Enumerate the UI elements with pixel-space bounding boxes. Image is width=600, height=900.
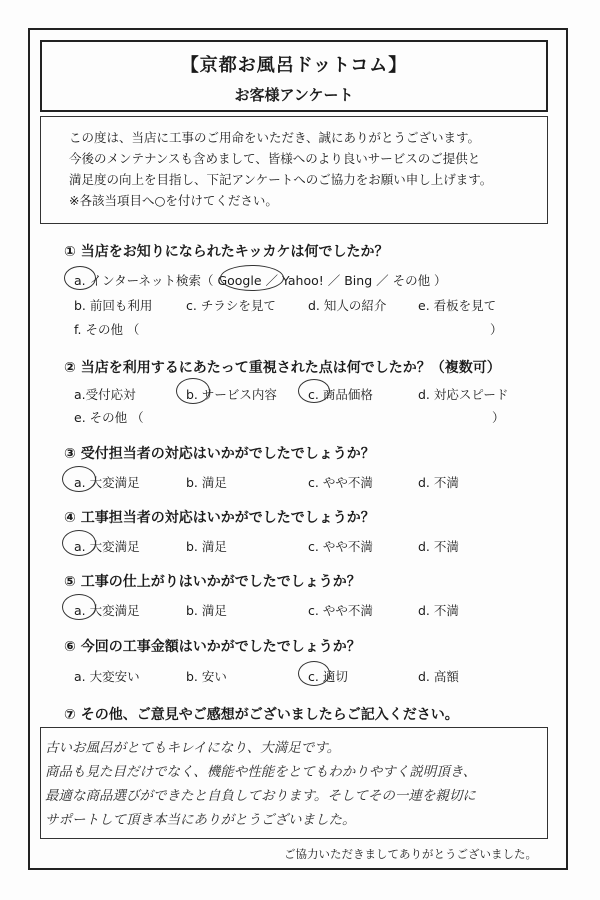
intro-line: 今後のメンテナンスも含めまして、皆様へのより良いサービスのご提供と — [69, 151, 481, 166]
question-5: ⑤ 工事の仕上がりはいかがでしたでしょうか？ — [64, 574, 361, 590]
handwritten-comment-line: 最適な商品選びができたと自負しております。そしてその一連を親切に — [45, 788, 476, 804]
q3-option-b[interactable]: b. 満足 — [186, 475, 227, 490]
q1-option-e[interactable]: e. 看板を見て — [418, 298, 497, 313]
q1-option-d[interactable]: d. 知人の紹介 — [308, 298, 387, 313]
q4-option-d[interactable]: d. 不満 — [418, 539, 459, 554]
q6-option-a[interactable]: a. 大変安い — [74, 669, 140, 684]
handwritten-comment-line: 商品も見た目だけでなく、機能や性能をとてもわかりやすく説明頂き、 — [45, 764, 477, 780]
q6-c-hand-circle — [298, 661, 330, 686]
q2-option-e[interactable]: e. その他 （ — [74, 410, 144, 425]
q1-option-a[interactable]: a. インターネット検索（ Google ／ Yahoo! ／ Bing ／ その他 ） — [74, 273, 447, 288]
page-title: 【京都お風呂ドットコム】 — [180, 55, 408, 76]
q6-option-b[interactable]: b. 安い — [186, 669, 227, 684]
q5-option-b[interactable]: b. 満足 — [186, 603, 227, 618]
question-1: ① 当店をお知りになられたキッカケは何でしたか？ — [64, 244, 389, 260]
intro-line: 満足度の向上を目指し、下記アンケートへのご協力をお願い申し上げます。 — [69, 172, 493, 187]
handwritten-comment-line: サポートして頂き本当にありがとうございました。 — [45, 812, 356, 828]
handwritten-comment-line: 古いお風呂がとてもキレイになり、大満足です。 — [45, 740, 341, 756]
q1-option-b[interactable]: b. 前回も利用 — [74, 298, 153, 313]
q1-google-hand-circle — [220, 265, 284, 291]
q1-option-f[interactable]: f. その他 （ — [74, 322, 140, 337]
q1-option-f-close: ） — [490, 322, 503, 337]
q4-option-b[interactable]: b. 満足 — [186, 539, 227, 554]
q2-option-e-close: ） — [492, 410, 505, 425]
question-2: ② 当店を利用するにあたって重視された点は何でしたか？（複数可） — [64, 360, 501, 376]
q3-option-c[interactable]: c. やや不満 — [308, 475, 373, 490]
q3-a-hand-circle — [62, 466, 96, 492]
q3-option-a[interactable]: a. 大変満足 — [74, 475, 140, 490]
q1-option-c[interactable]: c. チラシを見て — [186, 298, 276, 313]
q2-c-hand-circle — [298, 379, 330, 403]
q4-a-hand-circle — [62, 530, 96, 556]
comment-box[interactable] — [40, 727, 548, 839]
page-subtitle: お客様アンケート — [234, 86, 354, 104]
question-6: ⑥ 今回の工事金額はいかがでしたでしょうか？ — [64, 639, 361, 655]
q2-option-c[interactable]: c. 商品価格 — [308, 387, 373, 402]
q5-option-d[interactable]: d. 不満 — [418, 603, 459, 618]
question-4: ④ 工事担当者の対応はいかがでしたでしょうか？ — [64, 510, 375, 526]
question-3: ③ 受付担当者の対応はいかがでしたでしょうか？ — [64, 446, 375, 462]
title-box — [40, 40, 548, 112]
intro-line: この度は、当店に工事のご用命をいただき、誠にありがとうございます。 — [69, 130, 481, 145]
q2-option-b[interactable]: b. サービス内容 — [186, 387, 277, 402]
q5-option-c[interactable]: c. やや不満 — [308, 603, 373, 618]
q4-option-a[interactable]: a. 大変満足 — [74, 539, 140, 554]
q6-option-d[interactable]: d. 高額 — [418, 669, 459, 684]
q6-option-c[interactable]: c. 適切 — [308, 669, 348, 684]
question-7: ⑦ その他、ご意見やご感想がございましたらご記入ください。 — [64, 707, 459, 723]
q5-a-hand-circle — [62, 594, 96, 620]
q2-option-d[interactable]: d. 対応スピード — [418, 387, 509, 402]
q4-option-c[interactable]: c. やや不満 — [308, 539, 373, 554]
q5-option-a[interactable]: a. 大変満足 — [74, 603, 140, 618]
intro-box — [40, 116, 548, 224]
q3-option-d[interactable]: d. 不満 — [418, 475, 459, 490]
footer-thanks: ご協力いただきましてありがとうございました。 — [284, 847, 537, 861]
q2-b-hand-circle — [176, 378, 210, 404]
q2-option-a[interactable]: a.受付応対 — [74, 387, 136, 402]
intro-line: ※各該当項目へ○を付けてください。 — [69, 193, 278, 208]
q1-a-hand-circle — [64, 266, 96, 290]
